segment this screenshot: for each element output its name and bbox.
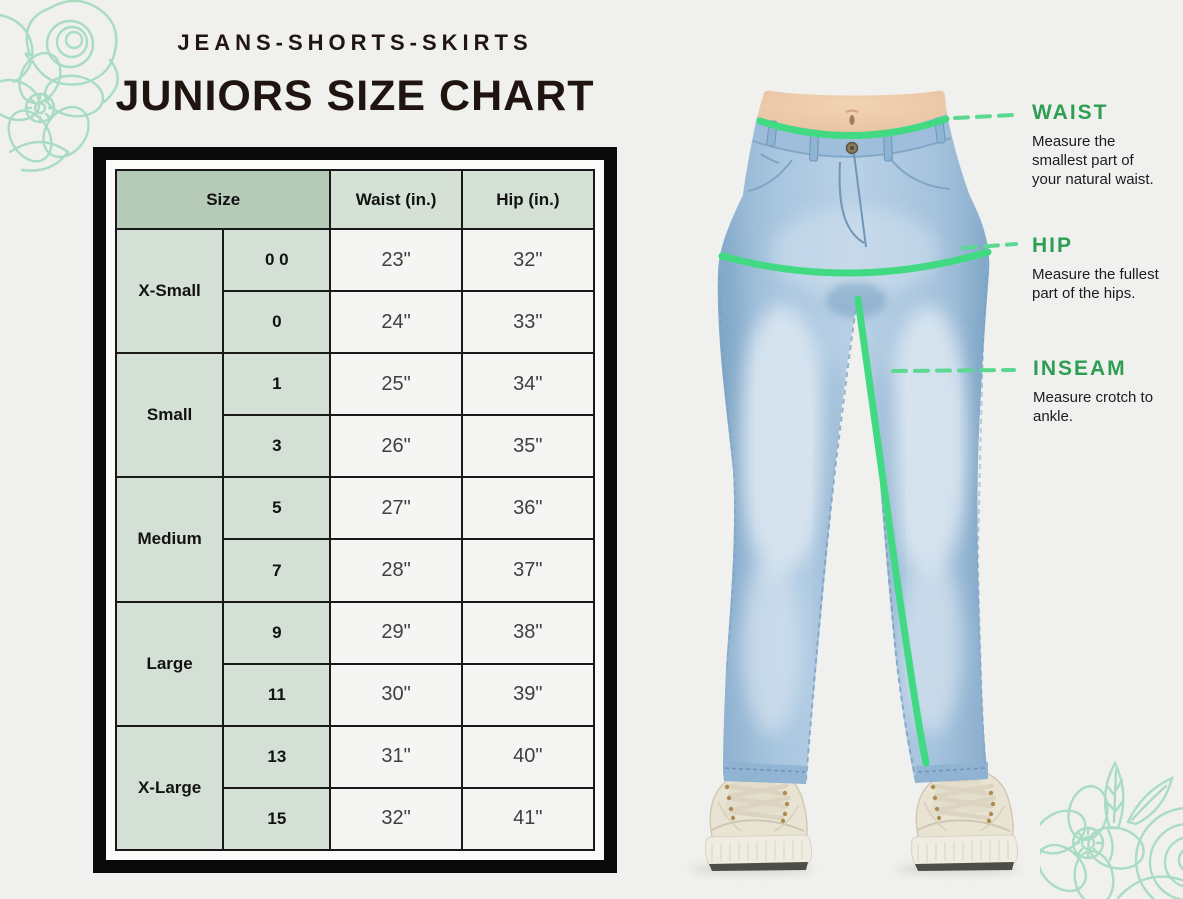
waist-label: WAIST xyxy=(1032,101,1109,124)
waist-value-cell: 30" xyxy=(330,664,461,726)
hip-value-cell: 35" xyxy=(462,415,594,477)
hip-dashed-line xyxy=(963,244,1016,248)
poppy-outline xyxy=(0,46,106,168)
hip-value-cell: 37" xyxy=(462,539,594,601)
partial-flower-outline xyxy=(0,14,32,82)
hip-value-cell: 40" xyxy=(462,726,594,788)
waist-value-cell: 25" xyxy=(330,353,461,415)
pocket-seams xyxy=(748,154,950,191)
size-group-cell: Large xyxy=(116,602,223,726)
column-header-hip: Hip (in.) xyxy=(462,170,594,229)
hip-description: Measure the fullest part of the hips. xyxy=(1032,266,1159,302)
size-chart-frame xyxy=(93,147,617,873)
waist-description: Measure the smallest part of your natural waist. xyxy=(1032,133,1154,188)
jeans xyxy=(706,114,1002,784)
header-row xyxy=(116,170,594,229)
fly-seam xyxy=(840,154,866,247)
hip-measure-line xyxy=(722,252,988,273)
waist-value-cell: 31" xyxy=(330,726,461,788)
table-row xyxy=(116,726,594,788)
waist-dashed-line xyxy=(955,115,1013,118)
torso xyxy=(757,91,947,140)
hip-value-cell: 36" xyxy=(462,477,594,539)
partial-petal-outline xyxy=(10,142,68,171)
inseam-dashed-line xyxy=(893,370,1014,371)
inseam-annotation xyxy=(1033,357,1173,426)
flower-decor-bottom-right xyxy=(1040,740,1183,899)
table-row xyxy=(116,477,594,539)
rose-outline xyxy=(1136,808,1183,899)
size-group-cell: X-Small xyxy=(116,229,223,353)
hip-value-cell: 39" xyxy=(462,664,594,726)
jeans-button xyxy=(847,143,858,154)
size-value-cell: 0 0 xyxy=(223,229,330,291)
size-value-cell: 15 xyxy=(223,788,330,850)
waist-measure-line xyxy=(760,119,946,136)
waist-value-cell: 26" xyxy=(330,415,461,477)
size-chart-table xyxy=(115,169,595,851)
hip-value-cell: 38" xyxy=(462,602,594,664)
size-value-cell: 3 xyxy=(223,415,330,477)
right-sneaker xyxy=(896,770,1020,876)
table-row xyxy=(116,229,594,291)
size-group-cell: X-Large xyxy=(116,726,223,850)
size-value-cell: 9 xyxy=(223,602,330,664)
subtitle: JEANS-SHORTS-SKIRTS xyxy=(177,30,533,55)
size-value-cell: 5 xyxy=(223,477,330,539)
size-group-cell: Small xyxy=(116,353,223,477)
jeans-model-photo xyxy=(620,50,1050,899)
header xyxy=(93,30,617,121)
table-row xyxy=(116,353,594,415)
size-value-cell: 13 xyxy=(223,726,330,788)
waist-value-cell: 32" xyxy=(330,788,461,850)
waist-value-cell: 23" xyxy=(330,229,461,291)
partial-petal-outline xyxy=(1118,877,1182,898)
waist-value-cell: 29" xyxy=(330,602,461,664)
page-title: JUNIORS SIZE CHART xyxy=(115,72,595,120)
hip-value-cell: 41" xyxy=(462,788,594,850)
hip-value-cell: 32" xyxy=(462,229,594,291)
poppy-outline xyxy=(1040,783,1148,899)
size-value-cell: 1 xyxy=(223,353,330,415)
size-value-cell: 7 xyxy=(223,539,330,601)
waist-value-cell: 27" xyxy=(330,477,461,539)
left-sneaker xyxy=(690,770,814,876)
size-value-cell: 11 xyxy=(223,664,330,726)
inseam-label: INSEAM xyxy=(1033,357,1127,380)
waist-annotation xyxy=(1032,101,1164,189)
waist-value-cell: 24" xyxy=(330,291,461,353)
waist-value-cell: 28" xyxy=(330,539,461,601)
inseam-description: Measure crotch to ankle. xyxy=(1033,389,1154,425)
hip-value-cell: 33" xyxy=(462,291,594,353)
waistband xyxy=(753,114,951,157)
column-header-waist: Waist (in.) xyxy=(330,170,461,229)
hip-annotation xyxy=(1032,234,1166,303)
column-header-size: Size xyxy=(116,170,330,229)
navel xyxy=(849,115,854,125)
table-row xyxy=(116,602,594,664)
hip-value-cell: 34" xyxy=(462,353,594,415)
hip-label: HIP xyxy=(1032,234,1074,257)
inseam-measure-line xyxy=(858,299,926,763)
size-value-cell: 0 xyxy=(223,291,330,353)
leaf-outline xyxy=(1105,763,1172,860)
size-group-cell: Medium xyxy=(116,477,223,601)
